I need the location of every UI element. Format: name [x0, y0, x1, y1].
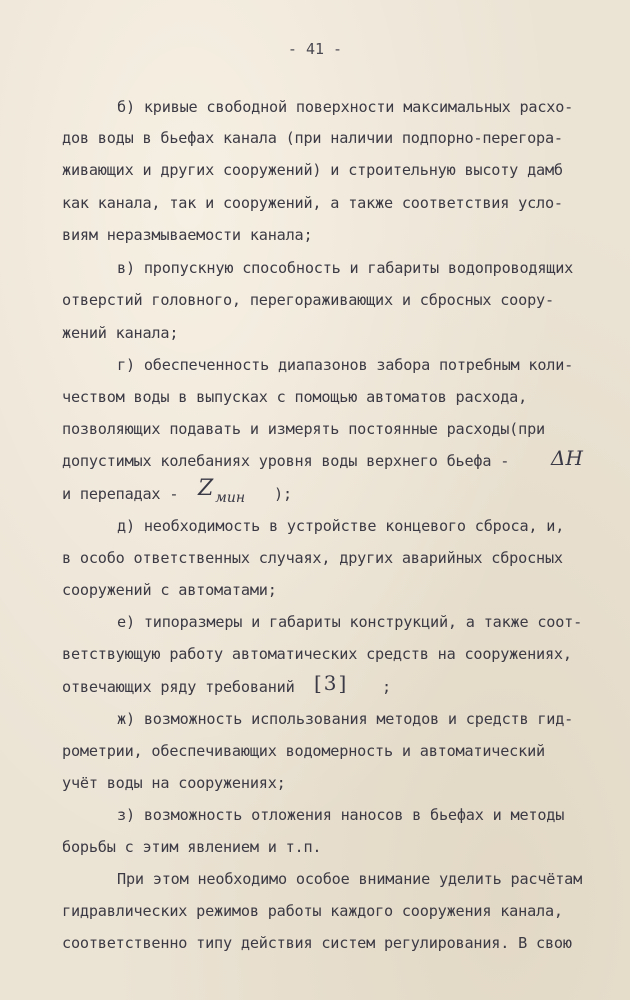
text-line: живающих и других сооружений) и строительную высоту дамб — [62, 161, 563, 179]
text-line: б) кривые свободной поверхности максимальных расхо- — [117, 98, 574, 116]
z-min-handwritten — [198, 476, 246, 506]
text-line: позволяющих подавать и измерять постоянные расходы(при — [62, 420, 545, 438]
text-line: При этом необходимо особое внимание уделить расчётам — [117, 870, 583, 888]
text-line: виям неразмываемости канала; — [62, 226, 313, 244]
text-line: как канала, так и сооружений, а также соответствия усло- — [62, 194, 563, 212]
text-line: г) обеспеченность диапазонов забора потребным коли- — [117, 356, 574, 374]
text-line: з) возможность отложения наносов в бьефах и методы — [117, 806, 565, 824]
text-line: дов воды в бьефах канала (при наличии подпорно-перегора- — [62, 129, 563, 147]
z-symbol: Z — [198, 476, 214, 501]
text-line: отвечающих ряду требований — [62, 678, 295, 696]
text-line: соответственно типу действия систем регулирования. В свою — [62, 934, 572, 952]
text-line: рометрии, обеспечивающих водомерность и автоматический — [62, 742, 545, 760]
delta-h-handwritten: ΔH — [551, 446, 583, 470]
text-line: в) пропускную способность и габариты водопроводящих — [117, 259, 574, 277]
text-line: борьбы с этим явлением и т.п. — [62, 838, 322, 856]
text-line: в особо ответственных случаях, других аварийных сбросных — [62, 549, 563, 567]
text-line: ж) возможность использования методов и средств гид- — [117, 710, 574, 728]
text-line-tail: ); — [274, 485, 292, 503]
text-line: е) типоразмеры и габариты конструкций, а также соот- — [117, 613, 583, 631]
text-line: гидравлических режимов работы каждого сооружения канала, — [62, 902, 563, 920]
text-line: чеством воды в выпусках с помощью автоматов расхода, — [62, 388, 528, 406]
text-line: жений канала; — [62, 324, 179, 342]
text-line: д) необходимость в устройстве концевого сброса, и, — [117, 517, 565, 535]
text-line: и перепадах - — [62, 485, 179, 503]
reference-handwritten: [3] — [314, 671, 349, 695]
text-line: учёт воды на сооружениях; — [62, 774, 286, 792]
text-line: отверстий головного, перегораживающих и сбросных соору- — [62, 291, 554, 309]
text-line: допустимых колебаниях уровня воды верхнего бьефа - — [62, 452, 510, 470]
text-line: ветствующую работу автоматических средств на сооружениях, — [62, 645, 572, 663]
text-line-tail: ; — [382, 678, 391, 696]
page-number: - 41 - — [287, 40, 343, 58]
text-line: сооружений с автоматами; — [62, 581, 277, 599]
z-subscript: мин — [215, 490, 246, 506]
